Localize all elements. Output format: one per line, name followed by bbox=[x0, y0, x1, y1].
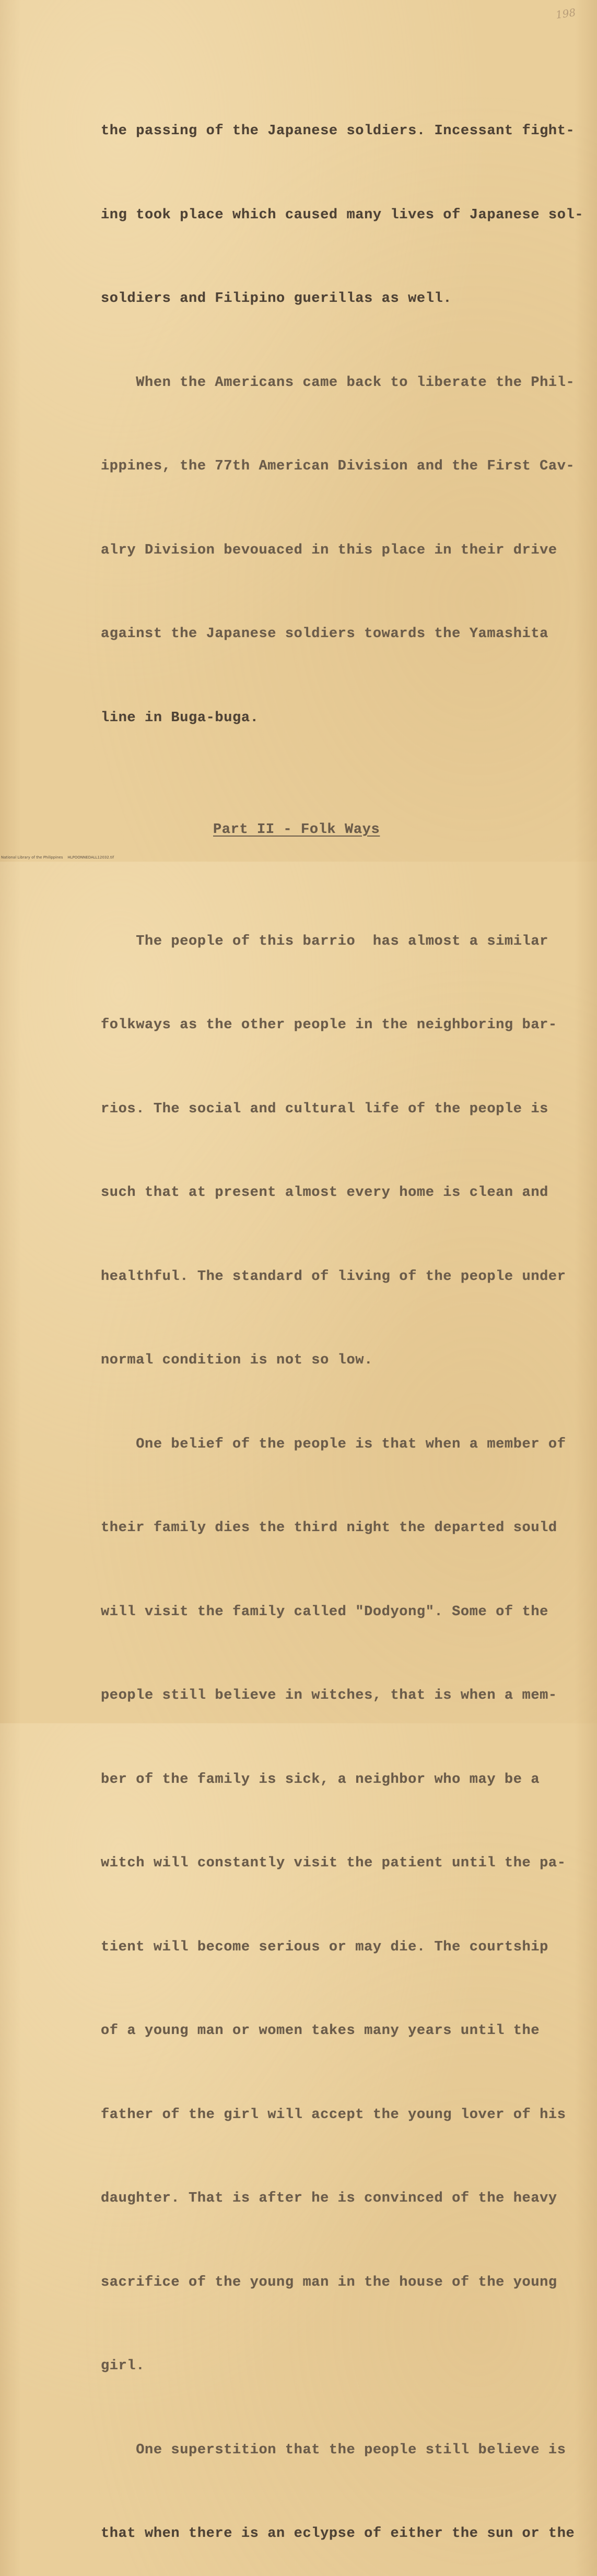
text-line: When the Americans came back to liberate the Phil- bbox=[101, 374, 575, 391]
text-line: ing took place which caused many lives of Japanese sol- bbox=[101, 207, 584, 223]
text-line: One superstition that the people still believe is bbox=[101, 2442, 566, 2458]
text-line: ber of the family is sick, a neighbor who may be a bbox=[101, 1771, 540, 1787]
text-line: father of the girl will accept the young lover of his bbox=[101, 2107, 566, 2123]
text-line: witch will constantly visit the patient until the pa- bbox=[101, 1855, 566, 1871]
section-heading-line bbox=[101, 816, 560, 844]
text-line: girl. bbox=[101, 2358, 145, 2374]
text-line: ippines, the 77th American Division and the First Cav- bbox=[101, 458, 575, 474]
text-line: their family dies the third night the departed sould bbox=[101, 1520, 557, 1536]
text-line: will visit the family called "Dodyong". Some of the bbox=[101, 1604, 548, 1620]
text-line: the passing of the Japanese soldiers. Incessant fight- bbox=[101, 123, 575, 139]
text-line: alry Division bevouaced in this place in their drive bbox=[101, 542, 557, 558]
text-line: tient will become serious or may die. The courtship bbox=[101, 1939, 548, 1955]
text-line: folkways as the other people in the neighboring bar- bbox=[101, 1017, 557, 1033]
text-line: One belief of the people is that when a member of bbox=[101, 1436, 566, 1452]
text-line: The people of this barrio has almost a similar bbox=[101, 933, 548, 949]
text-line: that when there is an eclypse of either the sun or the bbox=[101, 2526, 575, 2542]
text-line: line in Buga-buga. bbox=[101, 710, 259, 726]
typed-document-body bbox=[101, 62, 584, 2576]
text-line: healthful. The standard of living of the people under bbox=[101, 1268, 566, 1285]
text-line: sacrifice of the young man in the house of the young bbox=[101, 2274, 557, 2290]
text-line: such that at present almost every home is clean and bbox=[101, 1185, 548, 1201]
page-number: 198 bbox=[555, 6, 577, 21]
text-line: against the Japanese soldiers towards the Yamashita bbox=[101, 626, 548, 642]
section-heading: Part II - Folk Ways bbox=[213, 821, 380, 838]
archive-footer: National Library of the Philippines HLPOONNEDALL12032.tif bbox=[1, 855, 114, 860]
text-line: normal condition is not so low. bbox=[101, 1352, 373, 1368]
text-line: soldiers and Filipino guerillas as well. bbox=[101, 291, 452, 307]
text-line: rios. The social and cultural life of the people is bbox=[101, 1101, 548, 1117]
text-line: people still believe in witches, that is when a mem- bbox=[101, 1688, 557, 1703]
text-line: of a young man or women takes many years until the bbox=[101, 2023, 540, 2039]
text-line: daughter. That is after he is convinced of the heavy bbox=[101, 2191, 557, 2206]
